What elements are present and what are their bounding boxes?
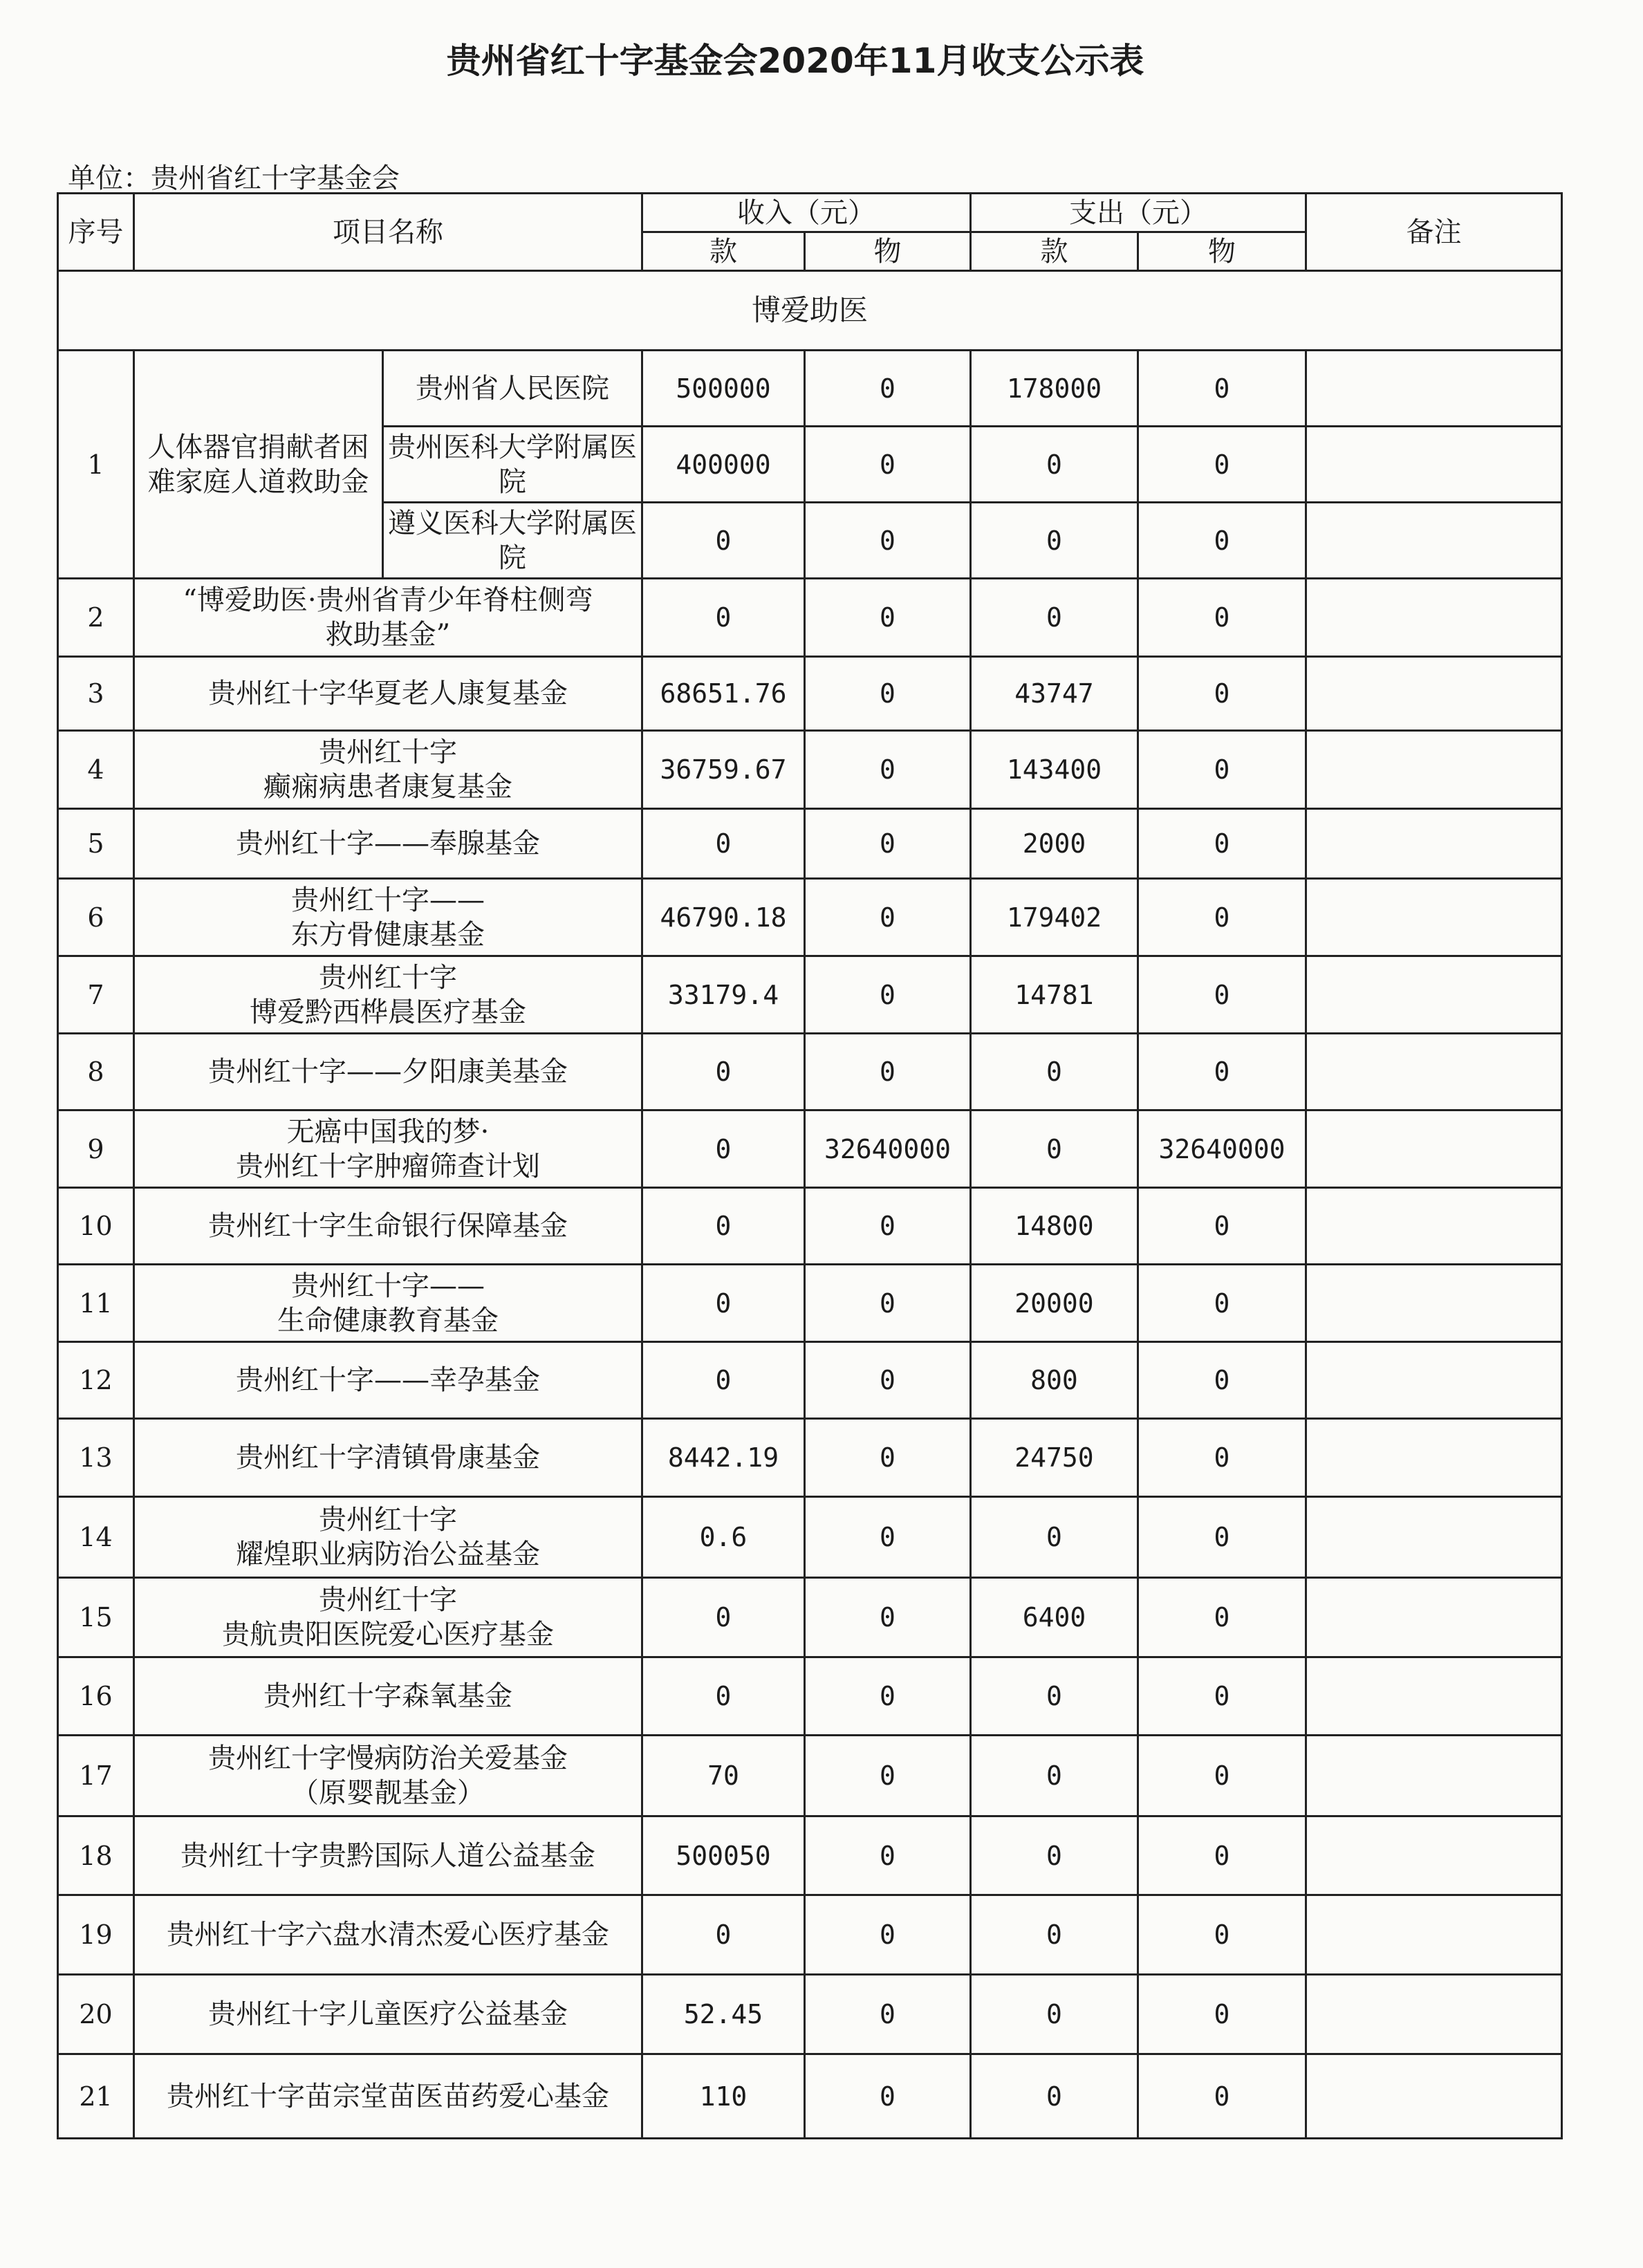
expense-cash-cell: 800: [971, 1342, 1138, 1419]
note-cell: [1306, 503, 1562, 579]
note-cell: [1306, 1895, 1562, 1975]
table-row: [58, 1188, 1562, 1265]
expense-cash-cell: 14800: [971, 1188, 1138, 1265]
note-cell: [1306, 1342, 1562, 1419]
sub-name-cell: 遵义医科大学附属医院: [383, 503, 642, 579]
expense-cash-cell: 2000: [971, 809, 1138, 879]
income-goods-cell: 0: [805, 503, 971, 579]
income-cash-cell: 0: [642, 1265, 805, 1342]
unit-label: 单位：贵州省红十字基金会: [68, 162, 400, 194]
expense-cash-cell: 0: [971, 1497, 1138, 1578]
section-row: [58, 271, 1562, 351]
expense-cash-cell: 0: [971, 579, 1138, 657]
note-cell: [1306, 1497, 1562, 1578]
project-name-cell: [134, 1110, 642, 1188]
project-name-line: 贵州红十字儿童医疗公益基金: [208, 1998, 568, 2030]
project-name-line: 贵州红十字森氧基金: [263, 1680, 512, 1712]
note-cell: [1306, 579, 1562, 657]
page-title: 贵州省红十字基金会2020年11月收支公示表: [446, 41, 1144, 81]
expense-cash-cell: 6400: [971, 1578, 1138, 1657]
income-goods-cell: 0: [805, 1419, 971, 1497]
income-cash-cell: 0: [642, 1895, 805, 1975]
table-row: [58, 351, 1562, 427]
note-cell: [1306, 1419, 1562, 1497]
seq-cell: 19: [58, 1895, 134, 1975]
table-row: [58, 1342, 1562, 1419]
seq-cell: 12: [58, 1342, 134, 1419]
project-name-cell: [134, 1034, 642, 1110]
income-cash-cell: 0: [642, 1578, 805, 1657]
project-name-line: 贵州红十字——幸孕基金: [236, 1364, 540, 1396]
income-cash-cell: 0: [642, 1034, 805, 1110]
income-goods-cell: 0: [805, 731, 971, 809]
table-row: [58, 1975, 1562, 2054]
expense-goods-cell: 0: [1138, 1265, 1306, 1342]
project-name-line: 贵州红十字——奉腺基金: [236, 828, 540, 859]
project-name-cell: [134, 1342, 642, 1419]
sub-name-cell: 贵州省人民医院: [383, 351, 642, 427]
note-cell: [1306, 1188, 1562, 1265]
seq-cell: 10: [58, 1188, 134, 1265]
project-name-line: 贵航贵阳医院爱心医疗基金: [222, 1619, 554, 1651]
project-name-line: 贵州红十字苗宗堂苗医苗药爱心基金: [167, 2080, 609, 2112]
income-goods-cell: 0: [805, 1578, 971, 1657]
seq-cell: 11: [58, 1265, 134, 1342]
expense-cash-cell: 143400: [971, 731, 1138, 809]
seq-cell: 2: [58, 579, 134, 657]
income-cash-cell: 52.45: [642, 1975, 805, 2054]
header-expense: 支出（元）: [971, 194, 1306, 232]
header-income: 收入（元）: [642, 194, 971, 232]
expense-cash-cell: 0: [971, 1895, 1138, 1975]
expense-goods-cell: 0: [1138, 1895, 1306, 1975]
expense-cash-cell: 0: [971, 1034, 1138, 1110]
project-name-line: 博爱黔西桦晨医疗基金: [250, 996, 526, 1028]
income-goods-cell: 0: [805, 1265, 971, 1342]
project-name-line: 贵州红十字贵黔国际人道公益基金: [180, 1839, 595, 1872]
table-row: [58, 1736, 1562, 1816]
expense-goods-cell: 0: [1138, 579, 1306, 657]
project-name-line: 无癌中国我的梦·: [286, 1115, 490, 1148]
project-name-line: （原婴靓基金）: [291, 1777, 485, 1809]
note-cell: [1306, 1657, 1562, 1736]
expense-goods-cell: 0: [1138, 1342, 1306, 1419]
note-cell: [1306, 809, 1562, 879]
income-goods-cell: 0: [805, 2054, 971, 2139]
note-cell: [1306, 657, 1562, 731]
table-row: [58, 1419, 1562, 1497]
project-name-line: “博爱助医·贵州省青少年脊柱侧弯: [183, 584, 593, 616]
project-name-cell: [134, 1816, 642, 1895]
income-cash-cell: 33179.4: [642, 956, 805, 1034]
expense-cash-cell: 20000: [971, 1265, 1138, 1342]
note-cell: [1306, 1578, 1562, 1657]
table-row: [58, 731, 1562, 809]
project-name-cell: [134, 1188, 642, 1265]
seq-cell: 16: [58, 1657, 134, 1736]
project-name-cell: [134, 1265, 642, 1342]
income-cash-cell: 0: [642, 1342, 805, 1419]
expense-goods-cell: 0: [1138, 1578, 1306, 1657]
project-name-line: 贵州红十字肿瘤筛查计划: [236, 1150, 540, 1182]
income-goods-cell: 0: [805, 1895, 971, 1975]
expense-goods-cell: 0: [1138, 1736, 1306, 1816]
header-income-goods: 物: [805, 232, 971, 271]
income-cash-cell: 0: [642, 579, 805, 657]
expense-goods-cell: 32640000: [1138, 1110, 1306, 1188]
seq-cell: 1: [58, 351, 134, 579]
table-row: [58, 879, 1562, 956]
income-cash-cell: 0: [642, 503, 805, 579]
expense-goods-cell: 0: [1138, 1975, 1306, 2054]
project-name-line: 东方骨健康基金: [291, 918, 485, 951]
project-name-line: 贵州红十字——: [291, 1270, 485, 1302]
expense-goods-cell: 0: [1138, 1034, 1306, 1110]
header-note: 备注: [1306, 194, 1562, 271]
seq-cell: 6: [58, 879, 134, 956]
expense-goods-cell: 0: [1138, 503, 1306, 579]
expense-goods-cell: 0: [1138, 1419, 1306, 1497]
project-name-cell: [134, 1578, 642, 1657]
header-expense-goods: 物: [1138, 232, 1306, 271]
expense-goods-cell: 0: [1138, 1657, 1306, 1736]
project-name-cell: [134, 1736, 642, 1816]
note-cell: [1306, 879, 1562, 956]
table-row: [58, 657, 1562, 731]
project-name-cell: [134, 2054, 642, 2139]
expense-cash-cell: 24750: [971, 1419, 1138, 1497]
table-row: [58, 956, 1562, 1034]
note-cell: [1306, 2054, 1562, 2139]
income-goods-cell: 0: [805, 1497, 971, 1578]
income-goods-cell: 0: [805, 956, 971, 1034]
sub-name-cell: 贵州医科大学附属医院: [383, 427, 642, 503]
expense-cash-cell: 179402: [971, 879, 1138, 956]
note-cell: [1306, 1816, 1562, 1895]
seq-cell: 7: [58, 956, 134, 1034]
expense-cash-cell: 0: [971, 1975, 1138, 2054]
income-goods-cell: 0: [805, 351, 971, 427]
note-cell: [1306, 1736, 1562, 1816]
income-cash-cell: 500000: [642, 351, 805, 427]
section-title: 博爱助医: [58, 271, 1562, 351]
seq-cell: 20: [58, 1975, 134, 2054]
project-name-line: 贵州红十字: [319, 1504, 457, 1536]
expense-cash-cell: 43747: [971, 657, 1138, 731]
income-goods-cell: 0: [805, 657, 971, 731]
project-name-cell: [134, 1657, 642, 1736]
seq-cell: 18: [58, 1816, 134, 1895]
table-row: [58, 1497, 1562, 1578]
expense-cash-cell: 0: [971, 1110, 1138, 1188]
income-cash-cell: 0: [642, 1188, 805, 1265]
project-name-line: 癫痫病患者康复基金: [263, 771, 512, 803]
note-cell: [1306, 1110, 1562, 1188]
project-name-cell: [134, 809, 642, 879]
project-name-line: 贵州红十字华夏老人康复基金: [208, 678, 568, 709]
income-cash-cell: 70: [642, 1736, 805, 1816]
expense-cash-cell: 0: [971, 1816, 1138, 1895]
income-cash-cell: 0.6: [642, 1497, 805, 1578]
table-row: [58, 1265, 1562, 1342]
table-row: [58, 1657, 1562, 1736]
expense-cash-cell: 0: [971, 427, 1138, 503]
seq-cell: 8: [58, 1034, 134, 1110]
income-goods-cell: 0: [805, 1342, 971, 1419]
table-row: [58, 2054, 1562, 2139]
project-name-cell: [134, 731, 642, 809]
note-cell: [1306, 1265, 1562, 1342]
income-cash-cell: 500050: [642, 1816, 805, 1895]
table-row: [58, 579, 1562, 657]
income-goods-cell: 0: [805, 427, 971, 503]
project-name-line: 贵州红十字生命银行保障基金: [208, 1210, 568, 1242]
expense-cash-cell: 0: [971, 1657, 1138, 1736]
income-cash-cell: 68651.76: [642, 657, 805, 731]
income-goods-cell: 0: [805, 579, 971, 657]
project-name-cell: [134, 1975, 642, 2054]
income-cash-cell: 46790.18: [642, 879, 805, 956]
income-goods-cell: 0: [805, 809, 971, 879]
project-name-line: 耀煌职业病防治公益基金: [236, 1539, 540, 1570]
project-name-cell: [134, 956, 642, 1034]
income-goods-cell: 0: [805, 1034, 971, 1110]
income-goods-cell: 0: [805, 1975, 971, 2054]
seq-cell: 21: [58, 2054, 134, 2139]
income-cash-cell: 110: [642, 2054, 805, 2139]
table-row: [58, 1816, 1562, 1895]
expense-goods-cell: 0: [1138, 731, 1306, 809]
project-name-cell: [134, 1895, 642, 1975]
expense-goods-cell: 0: [1138, 956, 1306, 1034]
project-name-cell: [134, 579, 642, 657]
expense-cash-cell: 14781: [971, 956, 1138, 1034]
project-name-line: 贵州红十字: [319, 1584, 457, 1616]
seq-cell: 14: [58, 1497, 134, 1578]
seq-cell: 3: [58, 657, 134, 731]
project-name-line: 贵州红十字——夕阳康美基金: [208, 1056, 568, 1088]
finance-table: [57, 192, 1563, 2139]
table-row: [58, 1578, 1562, 1657]
income-cash-cell: 400000: [642, 427, 805, 503]
expense-cash-cell: 0: [971, 2054, 1138, 2139]
expense-goods-cell: 0: [1138, 2054, 1306, 2139]
seq-cell: 13: [58, 1419, 134, 1497]
seq-cell: 4: [58, 731, 134, 809]
project-name-line: 生命健康教育基金: [277, 1304, 499, 1337]
table-row: [58, 1895, 1562, 1975]
income-goods-cell: 0: [805, 1736, 971, 1816]
expense-goods-cell: 0: [1138, 351, 1306, 427]
expense-cash-cell: 0: [971, 503, 1138, 579]
table-row: [58, 809, 1562, 879]
project-name-line: 贵州红十字——: [291, 884, 485, 916]
income-cash-cell: 36759.67: [642, 731, 805, 809]
note-cell: [1306, 351, 1562, 427]
income-cash-cell: 8442.19: [642, 1419, 805, 1497]
expense-goods-cell: 0: [1138, 879, 1306, 956]
project-name-cell: [134, 1419, 642, 1497]
note-cell: [1306, 1975, 1562, 2054]
note-cell: [1306, 427, 1562, 503]
header-expense-cash: 款: [971, 232, 1138, 271]
income-goods-cell: 0: [805, 1657, 971, 1736]
seq-cell: 5: [58, 809, 134, 879]
note-cell: [1306, 731, 1562, 809]
seq-cell: 17: [58, 1736, 134, 1816]
project-name-cell: [134, 1497, 642, 1578]
project-name-line: 贵州红十字: [319, 736, 457, 768]
note-cell: [1306, 956, 1562, 1034]
seq-cell: 9: [58, 1110, 134, 1188]
income-goods-cell: 32640000: [805, 1110, 971, 1188]
project-name-line: 贵州红十字清镇骨康基金: [236, 1442, 540, 1474]
table-row: [58, 1110, 1562, 1188]
project-name-line: 贵州红十字慢病防治关爱基金: [208, 1742, 568, 1774]
expense-cash-cell: 0: [971, 1736, 1138, 1816]
project-name-cell: [134, 657, 642, 731]
header-seq: 序号: [58, 194, 134, 271]
project-name-line: 贵州红十字六盘水清杰爱心医疗基金: [167, 1919, 609, 1951]
expense-goods-cell: 0: [1138, 1816, 1306, 1895]
expense-goods-cell: 0: [1138, 427, 1306, 503]
income-goods-cell: 0: [805, 879, 971, 956]
note-cell: [1306, 1034, 1562, 1110]
expense-goods-cell: 0: [1138, 809, 1306, 879]
header-income-cash: 款: [642, 232, 805, 271]
income-cash-cell: 0: [642, 809, 805, 879]
project-name-line: 救助基金”: [325, 619, 451, 651]
income-goods-cell: 0: [805, 1188, 971, 1265]
expense-goods-cell: 0: [1138, 657, 1306, 731]
income-cash-cell: 0: [642, 1110, 805, 1188]
income-cash-cell: 0: [642, 1657, 805, 1736]
header-name: 项目名称: [134, 194, 642, 271]
expense-cash-cell: 178000: [971, 351, 1138, 427]
expense-goods-cell: 0: [1138, 1188, 1306, 1265]
expense-goods-cell: 0: [1138, 1497, 1306, 1578]
group-name-cell: 人体器官捐献者困难家庭人道救助金: [134, 351, 383, 579]
project-name-cell: [134, 879, 642, 956]
project-name-line: 贵州红十字: [319, 961, 457, 994]
table-row: [58, 1034, 1562, 1110]
income-goods-cell: 0: [805, 1816, 971, 1895]
seq-cell: 15: [58, 1578, 134, 1657]
